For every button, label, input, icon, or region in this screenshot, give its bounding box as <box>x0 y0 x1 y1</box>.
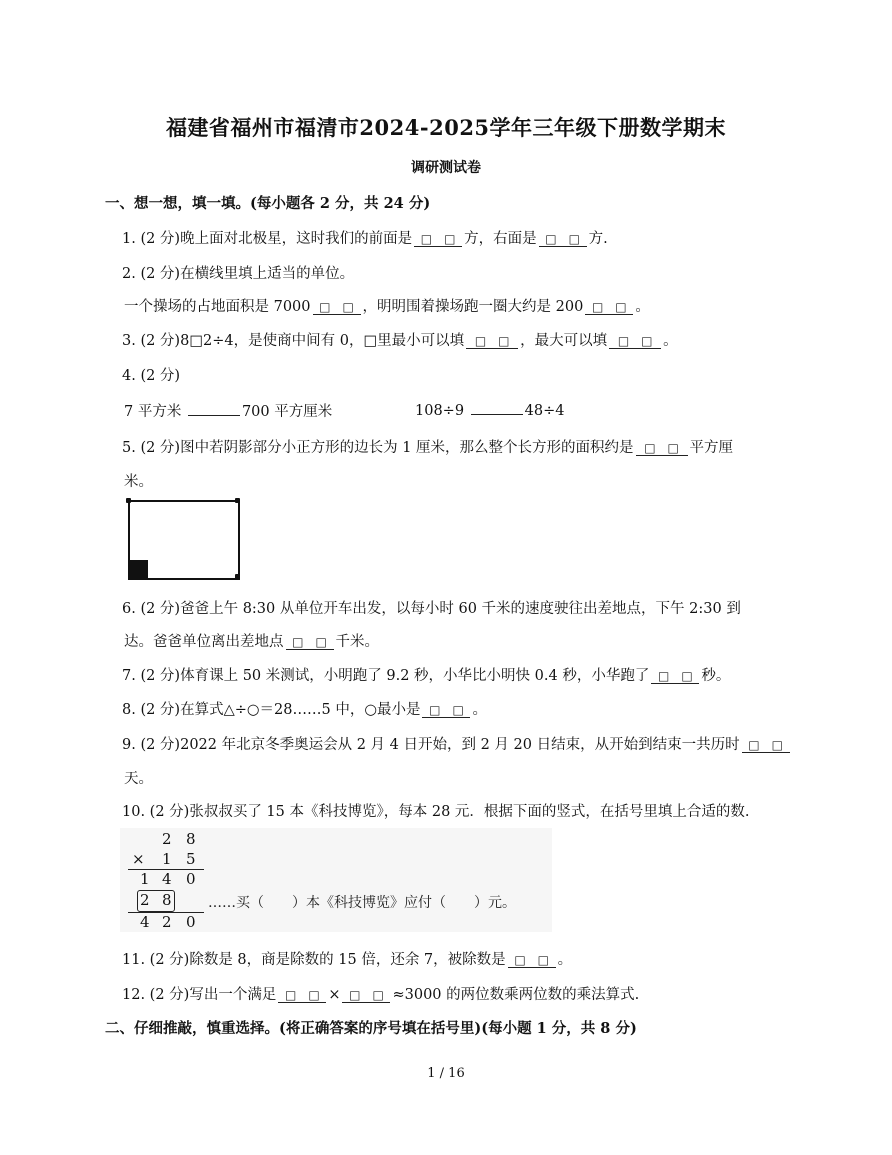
answer-blank[interactable]: □ □ <box>286 633 334 650</box>
answer-blank[interactable]: □ □ <box>342 986 390 1003</box>
answer-blank[interactable]: □ □ <box>414 230 462 247</box>
digit: 4 <box>162 870 172 888</box>
answer-blank[interactable]: □ □ <box>651 667 699 684</box>
question-9-cont: 天。 <box>124 771 153 787</box>
question-12: 12. (2 分)写出一个满足 □ □ × □ □ ≈3000 的两位数乘两位数的乘法算式. <box>122 987 640 1003</box>
digit: 2 <box>140 891 150 909</box>
page-number: 1 / 16 <box>427 1066 465 1081</box>
digit: 1 <box>162 850 172 868</box>
question-5: 5. (2 分)图中若阴影部分小正方形的边长为 1 厘米，那么整个长方形的面积约是 □ □ 平方厘 <box>122 440 734 456</box>
question-11: 11. (2 分)除数是 8，商是除数的 15 倍，还余 7，被除数是 □ □ 。 <box>122 952 573 968</box>
answer-blank[interactable]: □ □ <box>609 332 661 349</box>
question-5-cont: 米。 <box>124 474 153 490</box>
answer-blank[interactable]: □ □ <box>539 230 587 247</box>
question-6: 6. (2 分)爸爸上午 8:30 从单位开车出发，以每小时 60 千米的速度驶往出差地点，下午 2:30 到 <box>122 601 741 617</box>
digit: 5 <box>186 850 196 868</box>
question-2: 一个操场的占地面积是 7000 □ □ ，明明围着操场跑一圈大约是 200 □ □ 。 <box>124 299 650 315</box>
answer-blank[interactable]: □ □ <box>508 951 556 968</box>
section-1-heading: 一、想一想，填一填。(每小题各 2 分，共 24 分) <box>105 195 431 212</box>
digit: 2 <box>162 830 172 848</box>
answer-blank[interactable]: □ □ <box>636 439 688 456</box>
question-9: 9. (2 分)2022 年北京冬季奥运会从 2 月 4 日开始，到 2 月 20 日结束，从开始到结束一共历时 □ □ <box>122 733 792 754</box>
question-6-cont: 达。爸爸单位离出差地点 □ □ 千米。 <box>124 634 379 650</box>
answer-line[interactable] <box>188 401 240 416</box>
digit: 0 <box>186 913 196 931</box>
corner-dot <box>235 574 240 579</box>
digit: 8 <box>186 830 196 848</box>
document-title: 福建省福州市福清市2024-2025学年三年级下册数学期末 <box>165 115 727 140</box>
digit: 4 <box>140 913 150 931</box>
question-4-compare-right: 108÷9 48÷4 <box>415 400 565 419</box>
question-3: 3. (2 分)8□2÷4，是使商中间有 0，□里最小可以填 □ □ ，最大可以填 □ □ 。 <box>122 333 678 349</box>
question-7: 7. (2 分)体育课上 50 米测试，小明跑了 9.2 秒，小华比小明快 0.4 秒，小华跑了 □ □ 秒。 <box>122 668 731 684</box>
digit: 1 <box>140 870 150 888</box>
document-subtitle: 调研测试卷 <box>411 160 481 176</box>
digit: 2 <box>162 913 172 931</box>
times-sign: × <box>132 850 145 868</box>
corner-dot <box>126 498 131 503</box>
answer-line[interactable] <box>471 400 523 415</box>
digit: 8 <box>162 891 172 909</box>
answer-blank[interactable]: □ □ <box>742 736 790 753</box>
corner-dot <box>235 498 240 503</box>
question-8: 8. (2 分)在算式△÷○＝28……5 中，○最小是 □ □ 。 <box>122 702 487 718</box>
answer-blank[interactable]: □ □ <box>585 298 633 315</box>
question-4-head: 4. (2 分) <box>122 368 181 384</box>
section-2-heading: 二、仔细推敲，慎重选择。(将正确答案的序号填在括号里)(每小题 1 分，共 8 分) <box>105 1020 637 1037</box>
answer-blank[interactable]: □ □ <box>278 986 326 1003</box>
answer-blank[interactable]: □ □ <box>313 298 361 315</box>
answer-blank[interactable]: □ □ <box>422 701 470 718</box>
vertical-multiplication-figure <box>120 828 552 932</box>
rectangle-figure <box>128 500 240 580</box>
question-10: 10. (2 分)张叔叔买了 15 本《科技博览》，每本 28 元．根据下面的竖式，在括号里填上合适的数. <box>122 804 750 820</box>
digit: 0 <box>186 870 196 888</box>
answer-blank[interactable]: □ □ <box>466 332 518 349</box>
calc-note: ……买（ ）本《科技博览》应付（ ）元。 <box>208 895 516 911</box>
question-4-compare-left: 7 平方米 700 平方厘米 <box>124 400 332 421</box>
question-2-head: 2. (2 分)在横线里填上适当的单位。 <box>122 266 355 282</box>
shaded-square <box>130 560 148 578</box>
question-1: 1. (2 分)晚上面对北极星，这时我们的前面是 □ □ 方，右面是 □ □ 方. <box>122 231 608 247</box>
